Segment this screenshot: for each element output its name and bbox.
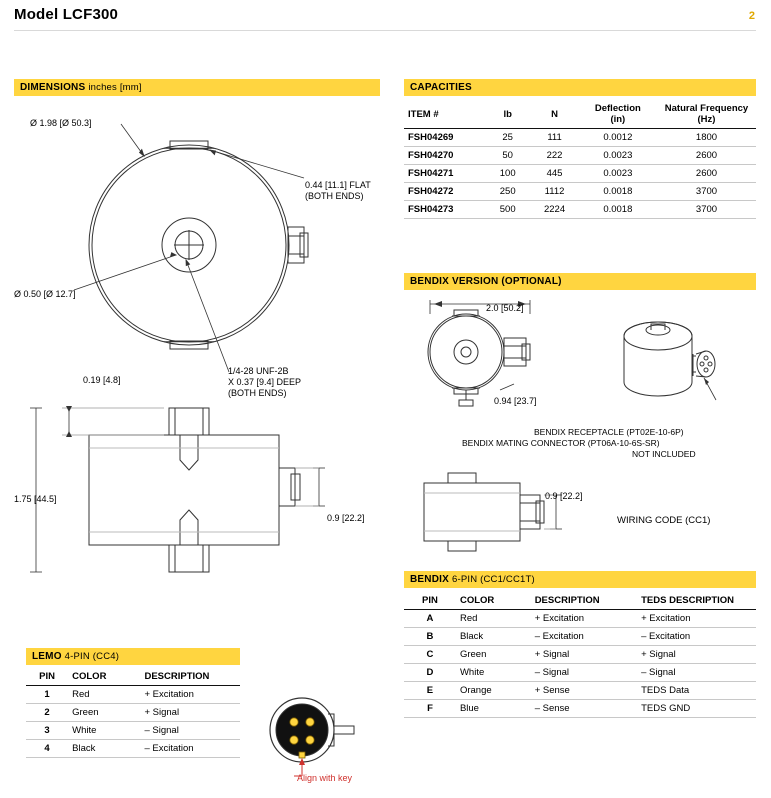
cell-color: Black	[456, 628, 531, 646]
table-row	[404, 129, 756, 147]
cell-pin: A	[404, 610, 456, 628]
cell-teds: TEDS GND	[637, 700, 756, 718]
label-bendix-depth: 0.94 [23.7]	[494, 396, 537, 406]
table-row	[26, 704, 240, 722]
cell-pin: D	[404, 664, 456, 682]
section-header-capacities	[404, 79, 756, 96]
cell-color: Black	[68, 740, 140, 758]
table-row	[404, 147, 756, 165]
table-row	[404, 610, 756, 628]
cell-item: FSH04271	[404, 165, 485, 183]
cell-deflection: 0.0023	[579, 165, 657, 183]
cell-color: Green	[456, 646, 531, 664]
table-row	[404, 664, 756, 682]
cell-freq: 3700	[657, 183, 756, 201]
header-divider	[14, 30, 756, 31]
cell-desc: – Signal	[140, 722, 240, 740]
label-outer-diameter: Ø 1.98 [Ø 50.3]	[30, 118, 92, 128]
cell-color: Blue	[456, 700, 531, 718]
cell-pin: 3	[26, 722, 68, 740]
page-title: Model LCF300	[14, 6, 119, 23]
table-row	[404, 628, 756, 646]
section-header-lemo	[26, 648, 240, 665]
table-header-row	[404, 592, 756, 610]
col-item: ITEM #	[404, 100, 485, 129]
cell-freq: 2600	[657, 147, 756, 165]
cell-lb: 250	[485, 183, 530, 201]
col-deflection-line1: Deflection	[594, 103, 641, 114]
label-bendix-side-width: 0.9 [22.2]	[545, 491, 583, 501]
cell-freq: 1800	[657, 129, 756, 147]
cell-desc: + Signal	[531, 646, 637, 664]
cell-desc: – Excitation	[531, 628, 637, 646]
cell-color: White	[68, 722, 140, 740]
cell-item: FSH04270	[404, 147, 485, 165]
col-natural-frequency	[657, 100, 756, 129]
cell-deflection: 0.0012	[579, 129, 657, 147]
label-thread-line1: 1/4-28 UNF-2B	[228, 366, 289, 376]
cell-pin: B	[404, 628, 456, 646]
cell-deflection: 0.0023	[579, 147, 657, 165]
cell-pin: F	[404, 700, 456, 718]
bendix-pin-sub: 6-PIN (CC1/CC1T)	[451, 574, 535, 585]
cell-n: 111	[530, 129, 578, 147]
section-header-bendix-version	[404, 273, 756, 290]
bendix-iso-view-drawing	[596, 300, 756, 420]
cell-n: 222	[530, 147, 578, 165]
label-bendix-not-included: NOT INCLUDED	[632, 449, 696, 459]
cell-n: 2224	[530, 201, 578, 219]
table-row	[404, 682, 756, 700]
table-header-row	[26, 668, 240, 686]
cell-freq: 2600	[657, 165, 756, 183]
cell-deflection: 0.0018	[579, 201, 657, 219]
cell-lb: 500	[485, 201, 530, 219]
col-freq-line1: Natural Frequency	[664, 103, 749, 114]
cell-color: Orange	[456, 682, 531, 700]
capacities-table	[404, 100, 756, 219]
cell-desc: + Excitation	[531, 610, 637, 628]
table-row	[404, 646, 756, 664]
col-deflection-line2: (in)	[610, 114, 626, 125]
col-pin: PIN	[404, 592, 456, 610]
cell-pin: C	[404, 646, 456, 664]
cell-n: 445	[530, 165, 578, 183]
cell-desc: – Excitation	[140, 740, 240, 758]
bendix-version-label: BENDIX VERSION (OPTIONAL)	[410, 276, 562, 287]
cell-teds: TEDS Data	[637, 682, 756, 700]
cell-pin: 4	[26, 740, 68, 758]
label-flat-line2: (BOTH ENDS)	[305, 191, 364, 201]
lemo-pinout-table	[26, 668, 240, 758]
bendix-pin-label: BENDIX	[410, 574, 449, 585]
col-freq-line2: (Hz)	[697, 114, 716, 125]
cell-lb: 50	[485, 147, 530, 165]
table-row	[26, 722, 240, 740]
cell-teds: – Signal	[637, 664, 756, 682]
cell-lb: 100	[485, 165, 530, 183]
table-row	[404, 201, 756, 219]
cell-color: White	[456, 664, 531, 682]
lemo-sub: 4-PIN (CC4)	[64, 651, 120, 662]
cell-freq: 3700	[657, 201, 756, 219]
cell-deflection: 0.0018	[579, 183, 657, 201]
cell-item: FSH04269	[404, 129, 485, 147]
col-description: DESCRIPTION	[531, 592, 637, 610]
cell-desc: + Excitation	[140, 686, 240, 704]
col-teds-description: TEDS DESCRIPTION	[637, 592, 756, 610]
label-bendix-top-width: 2.0 [50.2]	[486, 303, 524, 313]
cell-n: 1112	[530, 183, 578, 201]
table-row	[26, 686, 240, 704]
col-pin: PIN	[26, 668, 68, 686]
section-header-dimensions	[14, 79, 380, 96]
bendix-pinout-table	[404, 592, 756, 718]
label-bendix-mating-connector: BENDIX MATING CONNECTOR (PT06A-10-6S-SR)	[462, 438, 660, 448]
cell-color: Red	[456, 610, 531, 628]
table-header-row	[404, 100, 756, 129]
table-row	[26, 740, 240, 758]
label-bendix-receptacle: BENDIX RECEPTACLE (PT02E-10-6P)	[534, 427, 684, 437]
cell-teds: – Excitation	[637, 628, 756, 646]
cell-desc: – Sense	[531, 700, 637, 718]
col-deflection	[579, 100, 657, 129]
table-row	[404, 183, 756, 201]
side-view-drawing	[14, 370, 394, 600]
col-color: COLOR	[456, 592, 531, 610]
cell-pin: E	[404, 682, 456, 700]
label-flat-line1: 0.44 [11.1] FLAT	[305, 180, 371, 190]
cell-pin: 1	[26, 686, 68, 704]
label-wiring-code: WIRING CODE (CC1)	[617, 515, 711, 526]
cell-teds: + Signal	[637, 646, 756, 664]
col-color: COLOR	[68, 668, 140, 686]
label-side-width-dim: 0.9 [22.2]	[327, 513, 365, 523]
cell-pin: 2	[26, 704, 68, 722]
lemo-label: LEMO	[32, 651, 62, 662]
label-inner-diameter: Ø 0.50 [Ø 12.7]	[14, 289, 76, 299]
cell-desc: + Sense	[531, 682, 637, 700]
cell-item: FSH04273	[404, 201, 485, 219]
table-row	[404, 165, 756, 183]
label-align-with-key: Align with key	[297, 773, 353, 783]
dimensions-units: inches [mm]	[88, 82, 142, 93]
cell-desc: – Signal	[531, 664, 637, 682]
col-description: DESCRIPTION	[140, 668, 240, 686]
front-view-drawing	[14, 110, 394, 400]
col-n: N	[530, 100, 578, 129]
col-lb: lb	[485, 100, 530, 129]
table-row	[404, 700, 756, 718]
dimensions-label: DIMENSIONS	[20, 82, 86, 93]
page-number: 2	[748, 10, 755, 22]
label-thread-line2: X 0.37 [9.4] DEEP	[228, 377, 302, 387]
cell-color: Green	[68, 704, 140, 722]
cell-teds: + Excitation	[637, 610, 756, 628]
cell-item: FSH04272	[404, 183, 485, 201]
label-thread-line3: (BOTH ENDS)	[228, 388, 287, 398]
capacities-label: CAPACITIES	[410, 82, 472, 93]
bendix-side-view-drawing	[404, 465, 604, 575]
cell-lb: 25	[485, 129, 530, 147]
cell-color: Red	[68, 686, 140, 704]
label-side-top-dim: 0.19 [4.8]	[83, 375, 121, 385]
label-side-height-dim: 1.75 [44.5]	[14, 494, 57, 504]
cell-desc: + Signal	[140, 704, 240, 722]
